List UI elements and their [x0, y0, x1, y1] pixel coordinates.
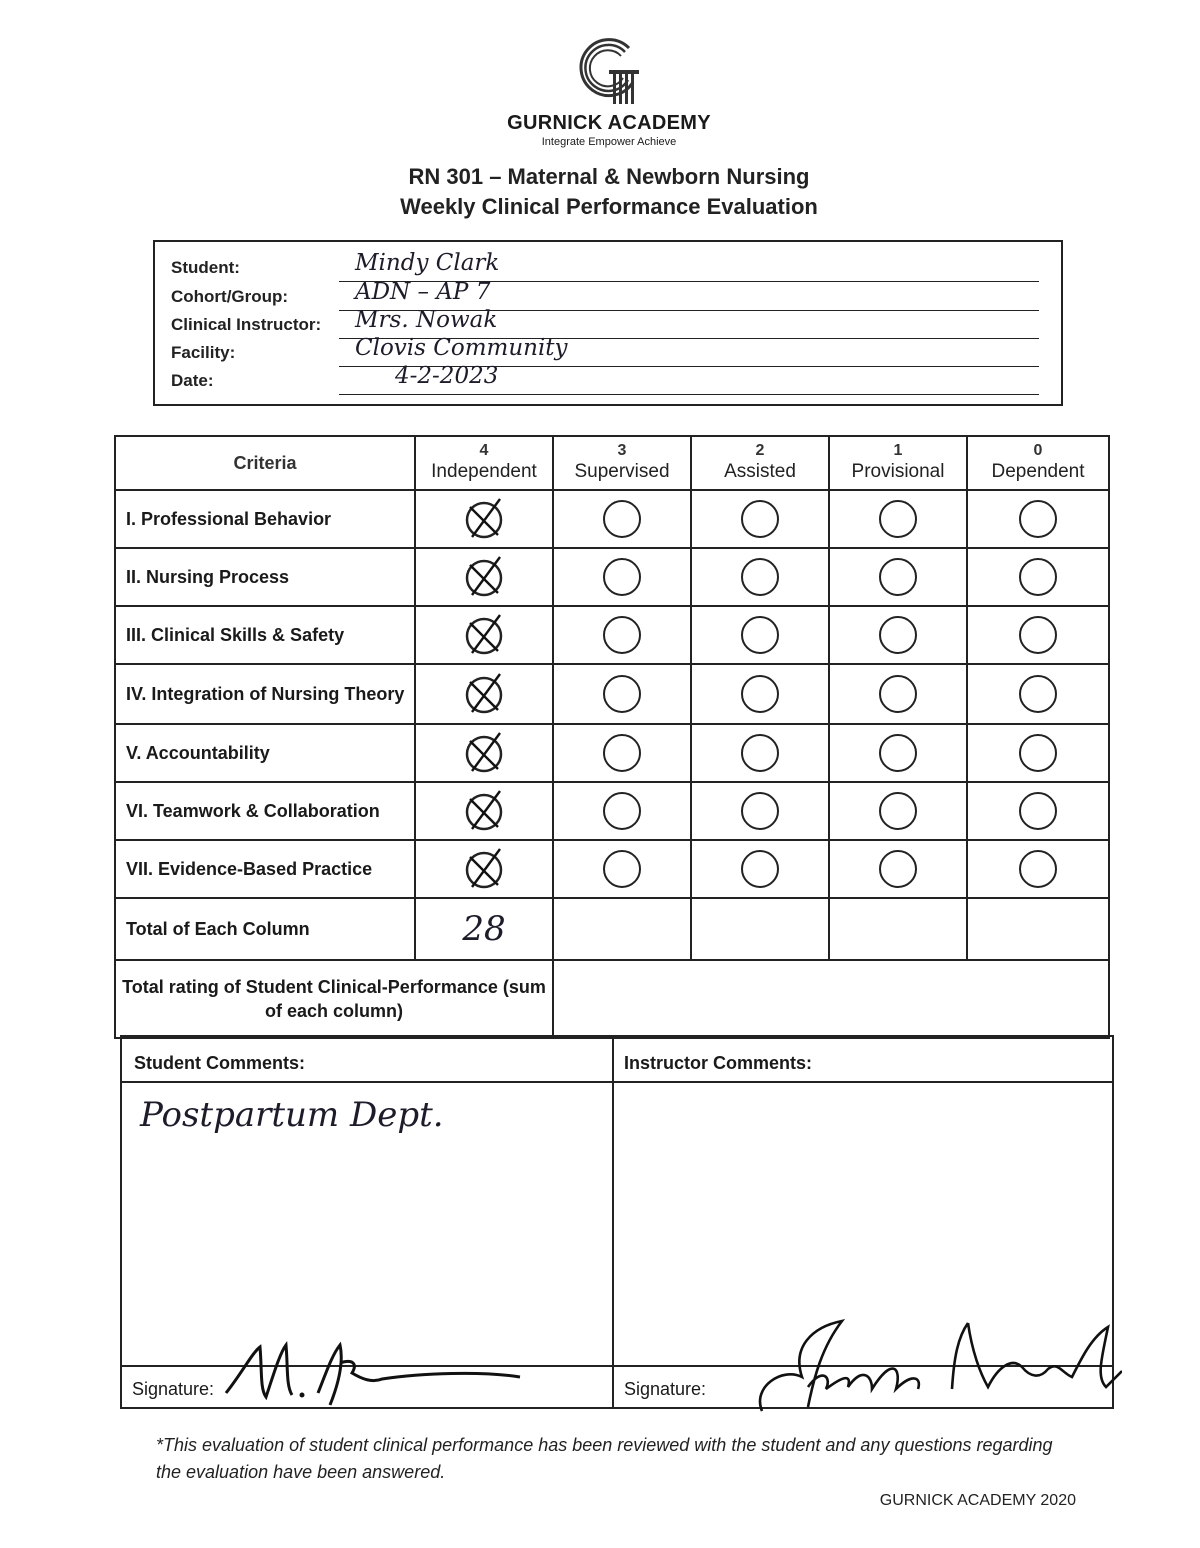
radio-button[interactable]	[603, 734, 641, 772]
rating-cell	[415, 782, 553, 840]
criteria-label: VI. Teamwork & Collaboration	[115, 782, 415, 840]
column-totals-row	[115, 898, 1109, 960]
rating-cell	[691, 548, 829, 606]
criteria-row	[115, 782, 1109, 840]
instructor-row	[155, 307, 1061, 341]
radio-button[interactable]	[603, 616, 641, 654]
facility-label: Facility:	[171, 343, 236, 362]
rating-cell	[967, 548, 1109, 606]
criteria-row	[115, 548, 1109, 606]
criteria-row	[115, 664, 1109, 724]
column-total-cell[interactable]	[967, 898, 1109, 960]
level-header: 2 Assisted	[691, 436, 829, 490]
rating-cell	[829, 606, 967, 664]
cohort-field[interactable]: ADN – AP 7	[355, 279, 491, 305]
radio-button[interactable]	[879, 616, 917, 654]
criteria-label: III. Clinical Skills & Safety	[115, 606, 415, 664]
rating-cell	[829, 840, 967, 898]
academy-tagline: Integrate Empower Achieve	[541, 136, 677, 148]
rating-table	[114, 435, 1110, 1039]
rating-cell	[415, 490, 553, 548]
criteria-label: IV. Integration of Nursing Theory	[115, 664, 415, 724]
radio-button-checked[interactable]	[458, 493, 510, 545]
rating-cell	[553, 606, 691, 664]
rating-cell	[691, 840, 829, 898]
comments-section	[120, 1035, 1114, 1409]
rating-cell	[415, 724, 553, 782]
rating-cell	[553, 664, 691, 724]
radio-button-checked[interactable]	[458, 668, 510, 720]
level-header: 3 Supervised	[553, 436, 691, 490]
radio-button-checked[interactable]	[458, 609, 510, 661]
rating-cell	[967, 782, 1109, 840]
footer-brand: GURNICK ACADEMY 2020	[879, 1492, 1076, 1509]
rating-cell	[967, 724, 1109, 782]
radio-button[interactable]	[879, 558, 917, 596]
evaluation-footnote: *This evaluation of student clinical performance has been reviewed with the student and any questions regarding the evaluation have been answered.	[156, 1435, 1053, 1482]
gurnick-logo	[573, 34, 647, 108]
date-row	[155, 363, 1061, 397]
radio-button[interactable]	[741, 734, 779, 772]
column-total-cell[interactable]	[829, 898, 967, 960]
instructor-signature-image[interactable]	[722, 1317, 1122, 1417]
radio-button-checked[interactable]	[458, 785, 510, 837]
rating-cell	[553, 840, 691, 898]
rating-cell	[415, 606, 553, 664]
rating-cell	[829, 664, 967, 724]
radio-button[interactable]	[741, 558, 779, 596]
radio-button[interactable]	[603, 850, 641, 888]
level-header: 1 Provisional	[829, 436, 967, 490]
radio-button-checked[interactable]	[458, 551, 510, 603]
student-signature-image[interactable]	[222, 1333, 542, 1409]
radio-button-checked[interactable]	[458, 843, 510, 895]
criteria-label: II. Nursing Process	[115, 548, 415, 606]
instructor-label: Clinical Instructor:	[171, 315, 322, 334]
criteria-row	[115, 606, 1109, 664]
radio-button[interactable]	[1019, 792, 1057, 830]
cohort-label: Cohort/Group:	[171, 287, 289, 306]
rating-cell	[691, 782, 829, 840]
criteria-body	[115, 490, 1109, 898]
grand-total-label: Total rating of Student Clinical-Performance (sum of each column)	[115, 960, 553, 1038]
student-row	[155, 250, 1061, 284]
column-total-cell[interactable]: 28	[415, 898, 553, 960]
radio-button[interactable]	[1019, 850, 1057, 888]
rating-cell	[829, 490, 967, 548]
table-header-row	[115, 436, 1109, 490]
student-comments-field[interactable]: Postpartum Dept.	[140, 1095, 444, 1135]
course-title: RN 301 – Maternal & Newborn Nursing	[408, 164, 810, 189]
rating-cell	[415, 548, 553, 606]
radio-button[interactable]	[603, 500, 641, 538]
radio-button[interactable]	[603, 558, 641, 596]
rating-cell	[967, 490, 1109, 548]
facility-row	[155, 335, 1061, 369]
radio-button[interactable]	[741, 675, 779, 713]
date-label: Date:	[171, 371, 214, 390]
radio-button[interactable]	[1019, 734, 1057, 772]
rating-cell	[829, 724, 967, 782]
radio-button[interactable]	[879, 850, 917, 888]
radio-button[interactable]	[1019, 616, 1057, 654]
rating-cell	[829, 782, 967, 840]
level-header: 4 Independent	[415, 436, 553, 490]
radio-button-checked[interactable]	[458, 727, 510, 779]
form-title: Weekly Clinical Performance Evaluation	[400, 194, 818, 219]
criteria-row	[115, 724, 1109, 782]
student-name-field[interactable]: Mindy Clark	[355, 250, 500, 276]
radio-button[interactable]	[1019, 675, 1057, 713]
level-header: 0 Dependent	[967, 436, 1109, 490]
radio-button[interactable]	[879, 792, 917, 830]
radio-button[interactable]	[603, 792, 641, 830]
rating-cell	[967, 840, 1109, 898]
date-field[interactable]: 4-2-2023	[395, 363, 499, 389]
grand-total-cell[interactable]	[553, 960, 1109, 1038]
radio-button[interactable]	[879, 734, 917, 772]
instructor-comments-title: Instructor Comments:	[624, 1053, 813, 1073]
rating-cell	[691, 606, 829, 664]
instructor-field[interactable]: Mrs. Nowak	[355, 307, 498, 333]
rating-cell	[829, 548, 967, 606]
grand-total-row	[115, 960, 1109, 1038]
rating-cell	[691, 664, 829, 724]
student-signature-label: Signature:	[132, 1379, 215, 1399]
student-label: Student:	[171, 258, 240, 277]
criteria-label: I. Professional Behavior	[115, 490, 415, 548]
radio-button[interactable]	[1019, 558, 1057, 596]
radio-button[interactable]	[741, 850, 779, 888]
rating-cell	[415, 840, 553, 898]
instructor-signature-label: Signature:	[624, 1379, 707, 1399]
criteria-header: Criteria	[115, 436, 415, 490]
criteria-row	[115, 490, 1109, 548]
radio-button[interactable]	[603, 675, 641, 713]
rating-cell	[967, 606, 1109, 664]
criteria-label: V. Accountability	[115, 724, 415, 782]
rating-cell	[553, 548, 691, 606]
rating-cell	[415, 664, 553, 724]
facility-field[interactable]: Clovis Community	[355, 335, 568, 361]
rating-cell	[691, 724, 829, 782]
rating-cell	[967, 664, 1109, 724]
criteria-label: VII. Evidence-Based Practice	[115, 840, 415, 898]
column-total-cell[interactable]	[691, 898, 829, 960]
rating-cell	[553, 724, 691, 782]
rating-cell	[553, 490, 691, 548]
student-comments-title: Student Comments:	[134, 1053, 305, 1073]
radio-button[interactable]	[741, 792, 779, 830]
radio-button[interactable]	[1019, 500, 1057, 538]
cohort-row	[155, 279, 1061, 313]
total-label: Total of Each Column	[115, 898, 415, 960]
rating-cell	[691, 490, 829, 548]
academy-name: GURNICK ACADEMY	[507, 112, 711, 134]
radio-button[interactable]	[879, 675, 917, 713]
radio-button[interactable]	[741, 616, 779, 654]
rating-cell	[553, 782, 691, 840]
radio-button[interactable]	[879, 500, 917, 538]
student-info-box	[153, 240, 1063, 406]
criteria-row	[115, 840, 1109, 898]
column-total-cell[interactable]	[553, 898, 691, 960]
radio-button[interactable]	[741, 500, 779, 538]
